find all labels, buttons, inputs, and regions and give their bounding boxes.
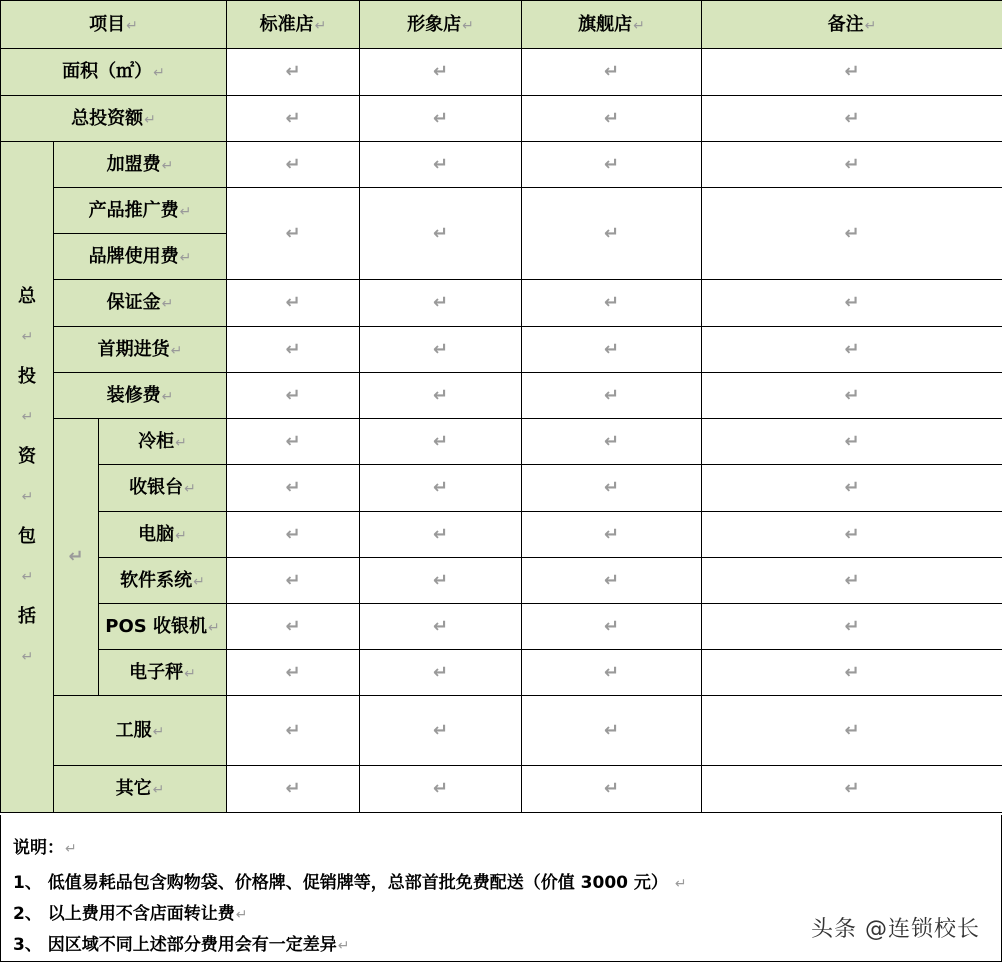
header-item: 项目↵ — [1, 1, 227, 49]
watermark: 头条 @连锁校长 — [811, 917, 980, 942]
equipment-group-label: ↵ — [54, 419, 99, 696]
row-label-total-investment: 总投资额↵ — [1, 96, 227, 142]
cell-empty: ↵ — [360, 558, 522, 604]
cell-empty: ↵ — [360, 49, 522, 96]
cell-empty: ↵ — [360, 650, 522, 696]
cell-empty: ↵ — [702, 696, 1002, 766]
cell-empty: ↵ — [227, 280, 360, 327]
cell-empty: ↵ — [227, 766, 360, 813]
cell-empty: ↵ — [522, 96, 702, 142]
cell-empty: ↵ — [360, 465, 522, 512]
cell-empty: ↵ — [522, 280, 702, 327]
header-flagship-store: 旗舰店↵ — [522, 1, 702, 49]
row-label-uniform: 工服↵ — [54, 696, 227, 766]
cell-empty: ↵ — [702, 558, 1002, 604]
vertical-label-total-investment-includes: 总↵ 投↵ 资↵ 包↵ 括↵ — [1, 142, 54, 813]
cell-empty: ↵ — [227, 558, 360, 604]
cell-empty: ↵ — [702, 142, 1002, 188]
cell-empty: ↵ — [227, 49, 360, 96]
row-label-deposit: 保证金↵ — [54, 280, 227, 327]
cell-empty: ↵ — [360, 327, 522, 373]
cell-empty: ↵ — [702, 327, 1002, 373]
cell-empty: ↵ — [522, 419, 702, 465]
cell-empty: ↵ — [227, 604, 360, 650]
cell-empty: ↵ — [227, 465, 360, 512]
row-label-decoration-fee: 装修费↵ — [54, 373, 227, 419]
cell-empty: ↵ — [702, 419, 1002, 465]
cell-empty: ↵ — [227, 650, 360, 696]
row-label-pos: POS 收银机↵ — [99, 604, 227, 650]
cell-empty: ↵ — [702, 280, 1002, 327]
header-standard-store: 标准店↵ — [227, 1, 360, 49]
cell-empty: ↵ — [702, 766, 1002, 813]
header-remarks: 备注↵ — [702, 1, 1002, 49]
cell-empty: ↵ — [522, 604, 702, 650]
cell-empty: ↵ — [227, 696, 360, 766]
cell-empty: ↵ — [227, 142, 360, 188]
note-item-1: 1、 低值易耗品包含购物袋、价格牌、促销牌等，总部首批免费配送（价值 3000 元） ↵ — [13, 873, 687, 893]
cell-empty: ↵ — [702, 96, 1002, 142]
cell-empty: ↵ — [360, 280, 522, 327]
cell-empty: ↵ — [360, 96, 522, 142]
cell-empty: ↵ — [360, 766, 522, 813]
cell-empty: ↵ — [227, 96, 360, 142]
cell-empty: ↵ — [360, 696, 522, 766]
notes-title: 说明：↵ — [13, 838, 77, 858]
cell-empty: ↵ — [522, 327, 702, 373]
cell-empty: ↵ — [702, 650, 1002, 696]
cell-empty: ↵ — [702, 465, 1002, 512]
row-label-scale: 电子秤↵ — [99, 650, 227, 696]
cell-empty: ↵ — [227, 327, 360, 373]
cell-empty: ↵ — [522, 465, 702, 512]
row-label-software: 软件系统↵ — [99, 558, 227, 604]
row-label-other: 其它↵ — [54, 766, 227, 813]
cell-empty: ↵ — [360, 142, 522, 188]
cell-empty: ↵ — [522, 650, 702, 696]
cell-empty: ↵ — [702, 49, 1002, 96]
row-label-computer: 电脑↵ — [99, 512, 227, 558]
cell-empty: ↵ — [702, 188, 1002, 280]
cell-empty: ↵ — [227, 188, 360, 280]
row-label-initial-stock: 首期进货↵ — [54, 327, 227, 373]
row-label-cashier-desk: 收银台↵ — [99, 465, 227, 512]
note-item-2: 2、 以上费用不含店面转让费↵ — [13, 904, 248, 924]
cell-empty: ↵ — [360, 419, 522, 465]
cell-empty: ↵ — [360, 373, 522, 419]
cell-empty: ↵ — [702, 512, 1002, 558]
cell-empty: ↵ — [360, 512, 522, 558]
row-label-brand-fee: 品牌使用费↵ — [54, 234, 227, 280]
cell-empty: ↵ — [227, 512, 360, 558]
cell-empty: ↵ — [522, 188, 702, 280]
cell-empty: ↵ — [522, 558, 702, 604]
cell-empty: ↵ — [702, 373, 1002, 419]
cell-empty: ↵ — [227, 419, 360, 465]
row-label-promotion-fee: 产品推广费↵ — [54, 188, 227, 234]
row-label-franchise-fee: 加盟费↵ — [54, 142, 227, 188]
header-image-store: 形象店↵ — [360, 1, 522, 49]
cell-empty: ↵ — [522, 766, 702, 813]
row-label-area: 面积（㎡）↵ — [1, 49, 227, 96]
note-item-3: 3、 因区域不同上述部分费用会有一定差异↵ — [13, 935, 350, 955]
cell-empty: ↵ — [522, 142, 702, 188]
cell-empty: ↵ — [227, 373, 360, 419]
cell-empty: ↵ — [360, 188, 522, 280]
cell-empty: ↵ — [702, 604, 1002, 650]
cell-empty: ↵ — [522, 49, 702, 96]
cell-empty: ↵ — [360, 604, 522, 650]
cell-empty: ↵ — [522, 696, 702, 766]
row-label-fridge: 冷柜↵ — [99, 419, 227, 465]
cell-empty: ↵ — [522, 373, 702, 419]
cell-empty: ↵ — [522, 512, 702, 558]
